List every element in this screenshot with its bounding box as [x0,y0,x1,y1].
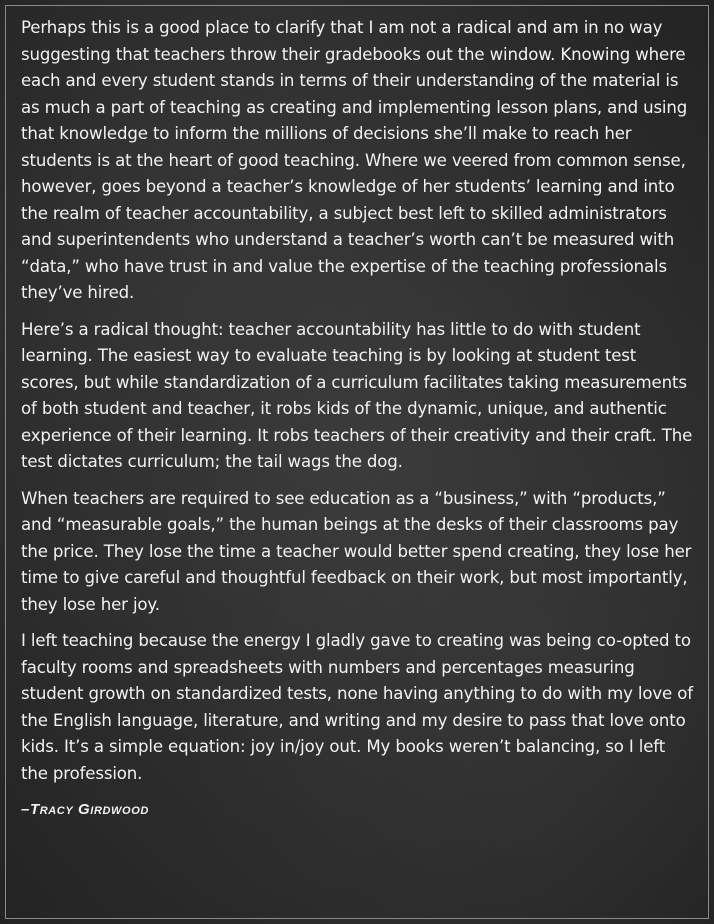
author-signature: –Tracy Girdwood [21,801,149,818]
quote-body [21,15,693,824]
paragraph-4: I left teaching because the energy I gladly gave to creating was being co-opted to faculty rooms and spreadsheets with numbers and percentages measuring student growth on standardized tests, none having anything to do with my love of the English language, literature, and writing and my desire to pass that love onto kids. It’s a simple equation: joy in/joy out. My books weren’t balancing, so I left the profession. [21,631,693,783]
paragraph-2: Here’s a radical thought: teacher accountability has little to do with student learning. The easiest way to evaluate teaching is by looking at student test scores, but while standardization of a curriculum facilitates taking measurements of both student and teacher, it robs kids of the dynamic, unique, and authentic experience of their learning. It robs teachers of their creativity and their craft. The test dictates curriculum; the tail wags the dog. [21,319,693,471]
paragraph-1: Perhaps this is a good place to clarify that I am not a radical and am in no way suggesting that teachers throw their gradebooks out the window. Knowing where each and every student stands in terms of their understanding of the material is as much a part of teaching as creating and implementing lesson plans, and using that knowledge to inform the millions of decisions she’ll make to reach her students is at the heart of good teaching. Where we veered from common sense, however, goes beyond a teacher’s knowledge of her students’ learning and into the realm of teacher accountability, a subject best left to skilled administrators and superintendents who understand a teacher’s worth can’t be measured with “data,” who have trust in and value the expertise of the teaching professionals they’ve hired. [21,18,688,302]
paragraph-3: When teachers are required to see education as a “business,” with “products,” and “measurable goals,” the human beings at the desks of their classrooms pay the price. They lose the time a teacher would better spend creating, they lose her time to give careful and thoughtful feedback on their work, but most importantly, they lose her joy. [21,488,692,614]
